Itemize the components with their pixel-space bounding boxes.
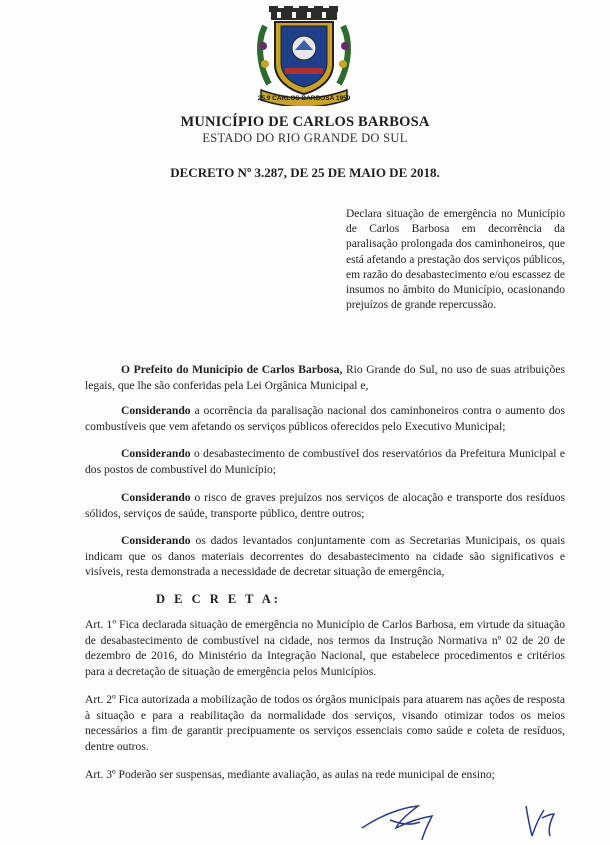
municipal-coat-of-arms: [255, 6, 353, 106]
considerando-text: o desabastecimento de combustível dos reservatórios da Prefeitura Municipal e dos postos de combustível do Município;: [85, 447, 565, 476]
preamble-paragraph: [85, 362, 565, 393]
preamble-text: Rio Grande do Sul, no uso de suas atribuições legais, que lhe são conferidas pela Lei Orgânica Municipal e,: [85, 363, 565, 392]
considerando-label: Considerando: [121, 447, 191, 460]
municipality-name: MUNICÍPIO DE CARLOS BARBOSA: [180, 114, 430, 130]
considerando-paragraph: [85, 533, 565, 580]
ementa-summary: Declara situação de emergência no Município de Carlos Barbosa em decorrência da paralisação prolongada dos caminhoneiros, que está afetando a prestação dos serviços públicos, em razão do desabastecimento e/ou escassez de insumos no âmbito do Município, ocasionando prejuízos de grande repercussão.: [346, 208, 565, 312]
considerando-paragraph: [85, 490, 565, 521]
considerando-text: o risco de graves prejuízos nos serviços de alocação e transporte dos resíduos sólidos, serviços de saúde, transporte público, dentre outros;: [85, 491, 565, 520]
considerando-text: a ocorrência da paralisação nacional dos caminhoneiros contra o aumento dos combustíveis que vem afetando os serviços públicos oferecidos pelo Executivo Municipal;: [85, 404, 565, 433]
crest-ribbon-text: 25.9 CARLOS BARBOSA 1959: [257, 95, 351, 102]
article-1: Art. 1º Fica declarada situação de emergência no Município de Carlos Barbosa, em virtude da situação de desabastecimento de combustível na cidade, nos termos da Instrução Normativa nº 02 de 20 de dezembro de 2016, do Ministério da Integração Nacional, que estabelece procedimentos e critérios para a decretação de situação de emergência pelos Municípios.: [85, 618, 565, 678]
signature-mark: [360, 798, 450, 843]
article-3: Art. 3º Poderão ser suspensas, mediante avaliação, as aulas na rede municipal de ensino;: [85, 768, 495, 781]
considerando-label: Considerando: [121, 404, 191, 417]
considerando-text: os dados levantados conjuntamente com as Secretarias Municipais, os quais indicam que os danos materiais decorrentes do desabastecimento na cidade são significativos e visíveis, resta demonstrada a necessidade de decretar situação de emergência,: [85, 534, 565, 579]
decree-title: DECRETO Nº 3.287, DE 25 DE MAIO DE 2018.: [170, 165, 440, 180]
considerando-paragraph: [85, 446, 565, 477]
article-2: Art. 2º Fica autorizada a mobilização de todos os órgãos municipais para atuarem nas ações de resposta à situação e para a reabilitação da normalidade dos serviços, visando otimizar todos os meios necessários a fim de garantir precipuamente os serviços essenciais como saúde e coleta de resíduos, dentre outros.: [85, 693, 565, 753]
preamble-bold: O Prefeito do Município de Carlos Barbosa,: [121, 363, 343, 376]
state-name: ESTADO DO RIO GRANDE DO SUL: [202, 131, 408, 145]
considerando-label: Considerando: [121, 534, 191, 547]
considerando-label: Considerando: [121, 491, 191, 504]
initials-mark: [520, 800, 560, 840]
considerando-paragraph: [85, 403, 565, 434]
decreta-heading: D E C R E T A:: [156, 592, 281, 606]
